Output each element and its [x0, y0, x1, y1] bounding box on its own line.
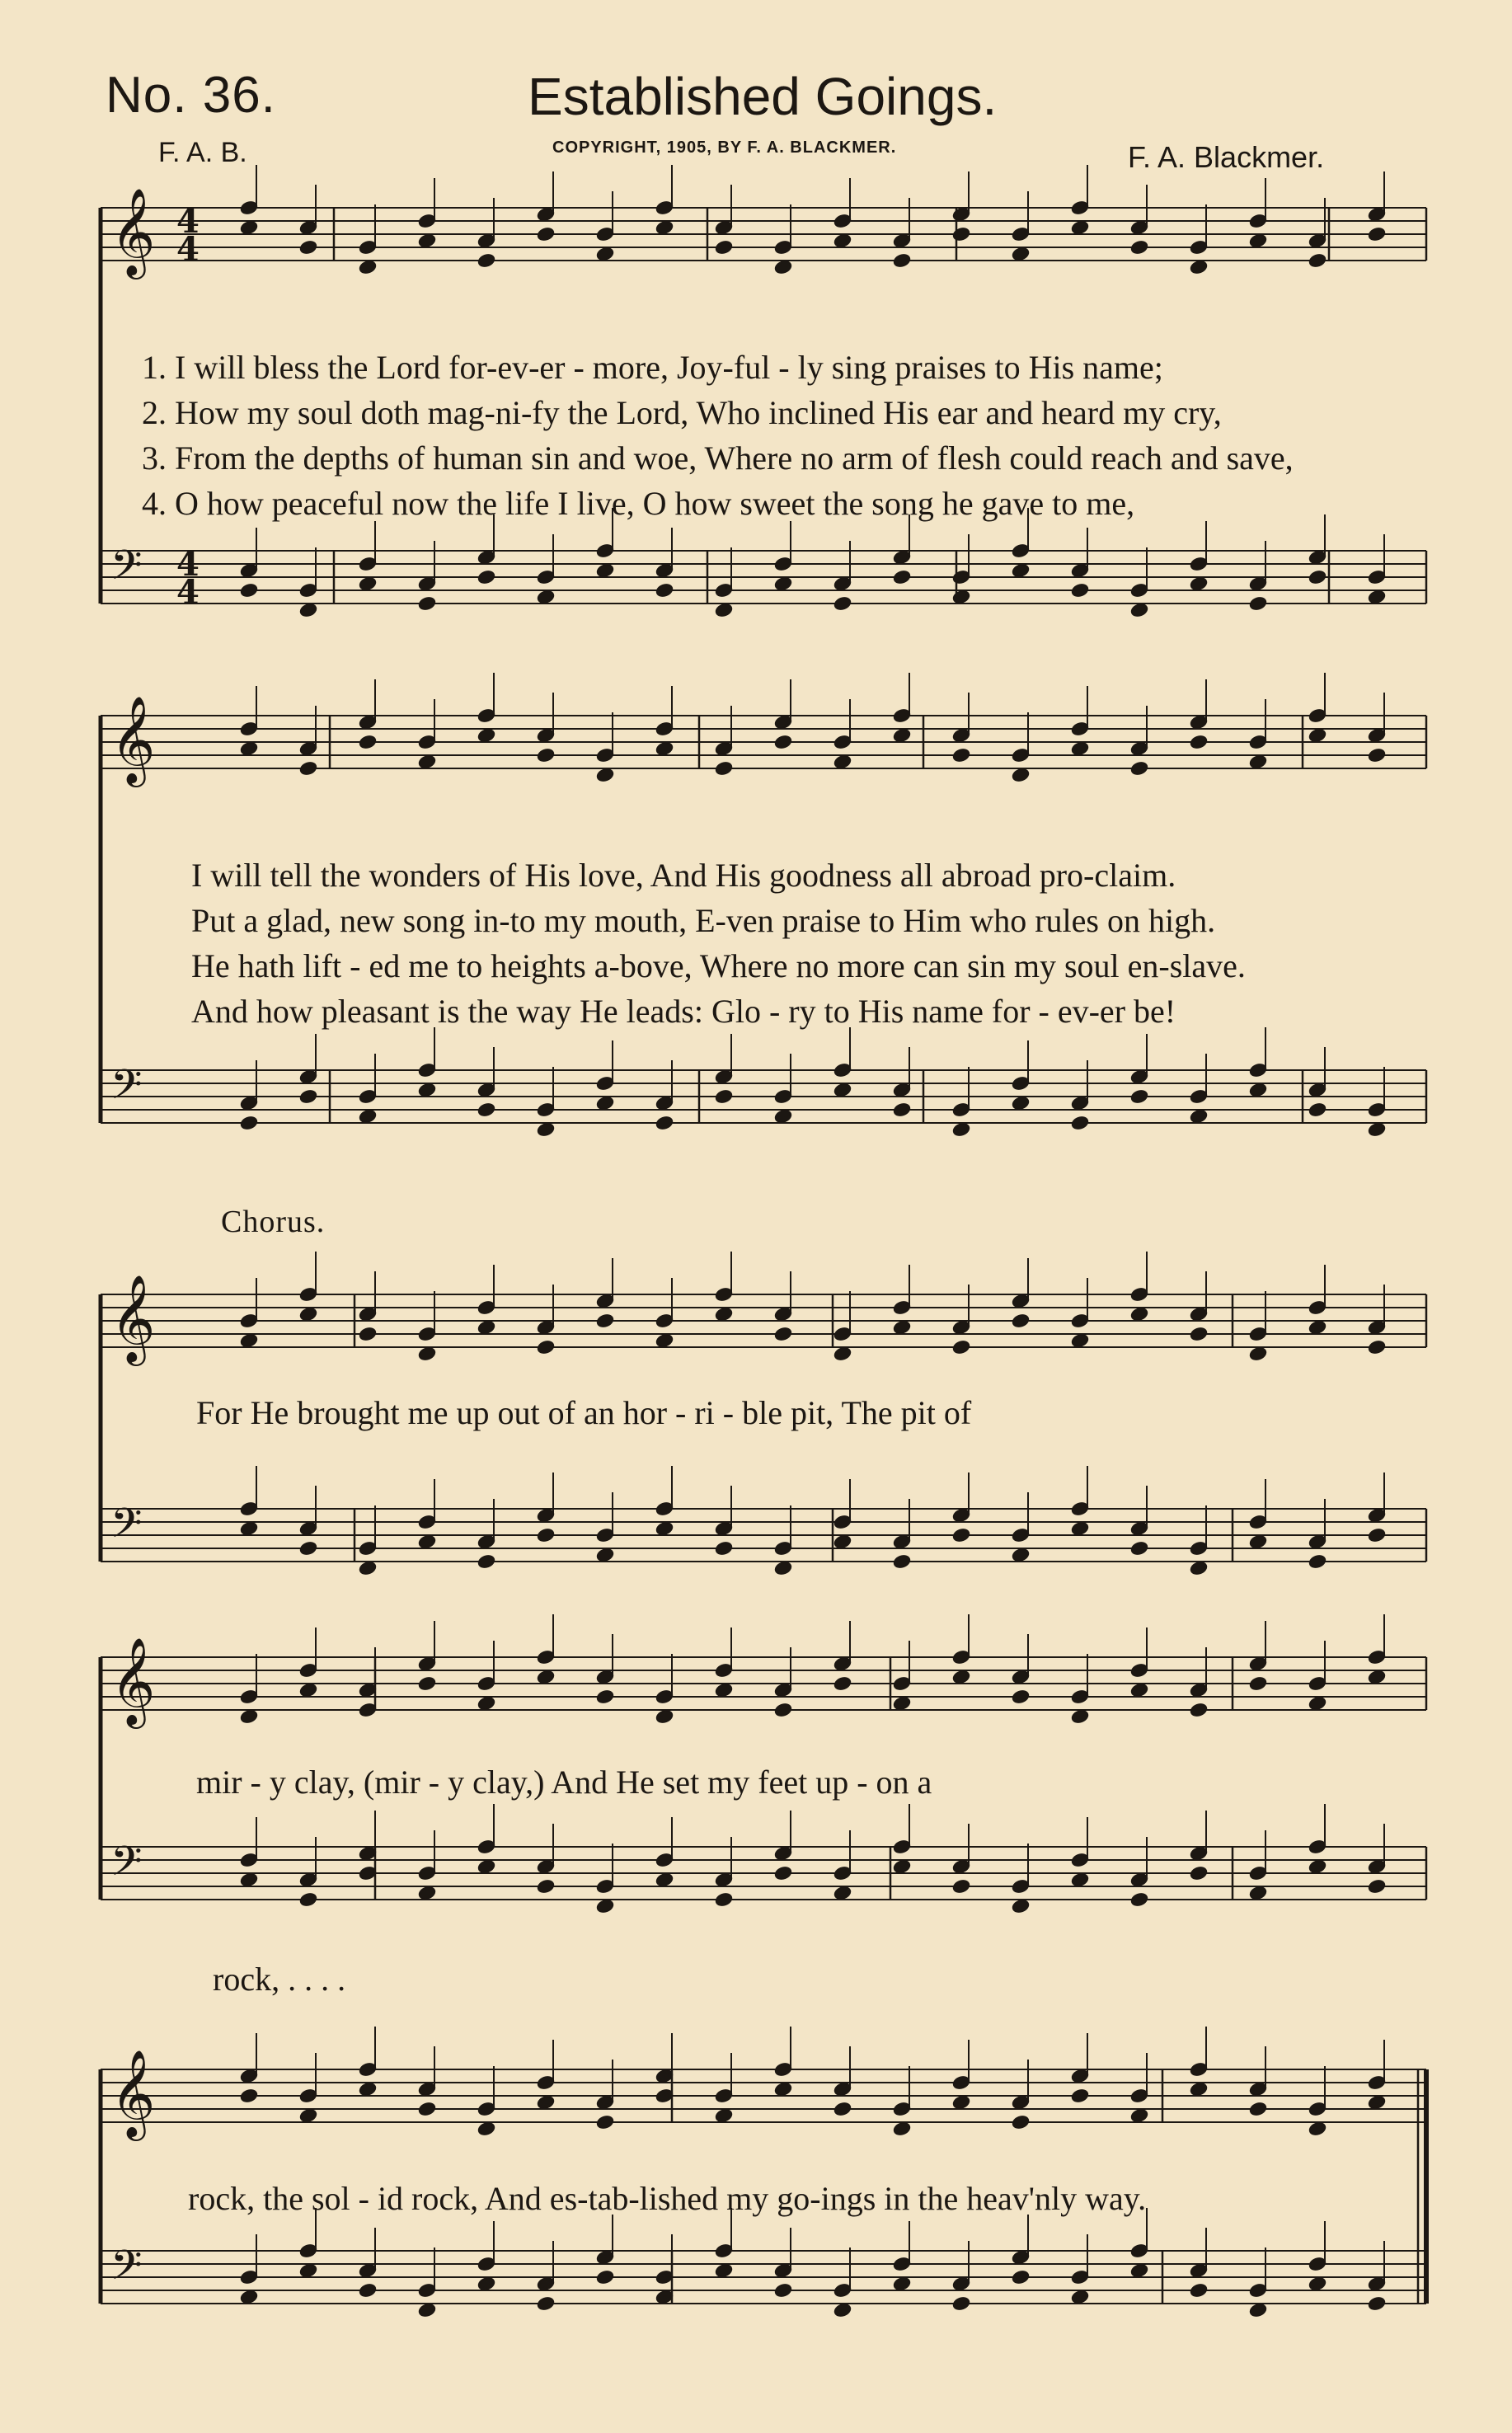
note-head [951, 1339, 971, 1355]
note-head [536, 1339, 556, 1355]
chorus-line-3: rock, the sol - id rock, And es-tab-lished my go-ings in the heav'nly way. [188, 2180, 1147, 2217]
note-head [714, 239, 734, 256]
note-head [714, 2262, 734, 2279]
note-head [655, 219, 674, 236]
note-head [298, 1088, 318, 1105]
chorus-line-1: For He brought me up out of an hor - ri - ble pit, The pit of [196, 1394, 972, 1431]
verse-1-line-a: 1. I will bless the Lord for-ev-er - more, Joy-ful - ly sing praises to His name; [142, 349, 1163, 386]
note-head [1248, 1346, 1268, 1362]
note-head [239, 1872, 259, 1888]
note-head [773, 1702, 793, 1718]
note-head [1011, 1547, 1031, 1563]
note-head [1011, 767, 1031, 783]
note-head [417, 1082, 437, 1098]
copyright-notice: COPYRIGHT, 1905, BY F. A. BLACKMER. [552, 139, 897, 157]
note-head [536, 1669, 556, 1685]
note-head [773, 1326, 793, 1342]
note-head [1189, 1326, 1209, 1342]
time-signature-treble: 4 [176, 230, 200, 269]
treble-clef-icon: 𝄞 [110, 1637, 156, 1725]
note-head [892, 569, 912, 585]
note-head [714, 1088, 734, 1105]
note-head [1248, 1534, 1268, 1550]
note-head [595, 767, 615, 783]
note-head [714, 1306, 734, 1322]
note-head [773, 1560, 793, 1576]
note-head [595, 562, 615, 579]
note-head [358, 575, 378, 592]
note-head [1308, 1319, 1327, 1336]
note-head [417, 1675, 437, 1692]
note-head [239, 219, 259, 236]
note-head [1248, 1885, 1268, 1901]
note-head [239, 582, 259, 599]
note-head [1367, 1121, 1387, 1138]
note-head [595, 1898, 615, 1914]
verse-4-line-b: And how pleasant is the way He leads: Glo - ry to His name for - ev-er be! [191, 993, 1176, 1030]
note-head [595, 1313, 615, 1329]
note-head [833, 232, 852, 249]
note-head [1308, 569, 1327, 585]
note-head [595, 2114, 615, 2130]
note-head [1011, 562, 1031, 579]
note-head [1248, 1082, 1268, 1098]
note-head [1189, 734, 1209, 750]
note-head [1189, 2282, 1209, 2299]
note-head [655, 740, 674, 757]
note-head [298, 1540, 318, 1557]
lyricist-credit: F. A. B. [158, 137, 247, 168]
note-head [298, 760, 318, 777]
note-head [477, 1319, 496, 1336]
note-head [1308, 1695, 1327, 1712]
note-head [239, 2289, 259, 2305]
chorus-rock-echo: rock, . . . . [213, 1961, 346, 1998]
note-head [298, 1306, 318, 1322]
note-head [714, 1540, 734, 1557]
bass-clef-icon: 𝄢 [110, 2242, 143, 2299]
note-head [1011, 2269, 1031, 2285]
note-head [239, 1115, 259, 1131]
note-head [1129, 2107, 1149, 2124]
note-head [1011, 1313, 1031, 1329]
note-head [1308, 2276, 1327, 2292]
note-head [773, 1865, 793, 1881]
note-head [951, 2295, 971, 2312]
verse-1-line-b: I will tell the wonders of His love, And His goodness all abroad pro-claim. [191, 857, 1176, 894]
note-head [833, 595, 852, 612]
verse-3-line-a: 3. From the depths of human sin and woe, Where no arm of flesh could reach and save, [142, 439, 1294, 477]
note-head [477, 2276, 496, 2292]
bass-clef-icon: 𝄢 [110, 1061, 143, 1119]
note-head [951, 1878, 971, 1895]
note-head [1011, 2114, 1031, 2130]
note-head [773, 575, 793, 592]
note-head [714, 602, 734, 618]
note-head [833, 1885, 852, 1901]
note-head [1367, 2094, 1387, 2111]
note-head [1011, 1095, 1031, 1111]
note-head [417, 595, 437, 612]
note-head [892, 727, 912, 744]
note-head [951, 2094, 971, 2111]
note-head [358, 259, 378, 275]
treble-clef-icon: 𝄞 [110, 187, 156, 275]
chorus-line-2: mir - y clay, (mir - y clay,) And He set my feet up - on a [196, 1764, 932, 1801]
note-head [655, 582, 674, 599]
note-head [833, 1346, 852, 1362]
note-head [1129, 1540, 1149, 1557]
note-head [358, 1108, 378, 1125]
note-head [417, 1885, 437, 1901]
note-head [1248, 1675, 1268, 1692]
note-head [536, 2094, 556, 2111]
note-head [417, 2302, 437, 2318]
note-head [298, 2107, 318, 2124]
note-head [358, 2282, 378, 2299]
note-head [1070, 1115, 1090, 1131]
note-head [417, 754, 437, 770]
note-head [477, 1858, 496, 1875]
note-head [477, 2121, 496, 2137]
note-head [1070, 1708, 1090, 1725]
note-head [773, 259, 793, 275]
note-head [1070, 582, 1090, 599]
note-head [892, 252, 912, 269]
note-head [477, 727, 496, 744]
note-head [1129, 1088, 1149, 1105]
note-head [773, 2282, 793, 2299]
note-head [1070, 1332, 1090, 1349]
time-signature-treble: 4 [176, 202, 200, 241]
note-head [595, 246, 615, 262]
note-head [1248, 232, 1268, 249]
note-head [833, 1675, 852, 1692]
note-head [655, 1872, 674, 1888]
note-head [536, 589, 556, 605]
note-head [1248, 2302, 1268, 2318]
note-head [595, 2269, 615, 2285]
note-head [833, 2302, 852, 2318]
note-head [298, 602, 318, 618]
note-head [1189, 1865, 1209, 1881]
note-head [239, 740, 259, 757]
note-head [1070, 2289, 1090, 2305]
note-head [951, 589, 971, 605]
note-head [773, 734, 793, 750]
note-head [833, 754, 852, 770]
note-head [1189, 1560, 1209, 1576]
note-head [1308, 1858, 1327, 1875]
note-head [1189, 1702, 1209, 1718]
note-head [1189, 2081, 1209, 2097]
note-head [595, 1547, 615, 1563]
note-head [358, 1560, 378, 1576]
verse-2-line-b: Put a glad, new song in-to my mouth, E-ven praise to Him who rules on high. [191, 902, 1216, 939]
note-head [239, 1708, 259, 1725]
note-head [1189, 575, 1209, 592]
note-head [714, 1891, 734, 1908]
note-head [239, 1332, 259, 1349]
note-head [536, 747, 556, 763]
note-head [477, 252, 496, 269]
note-head [417, 1346, 437, 1362]
note-head [1248, 2101, 1268, 2117]
note-head [1308, 1101, 1327, 1118]
note-head [655, 1332, 674, 1349]
note-head [1129, 1891, 1149, 1908]
note-head [1129, 1306, 1149, 1322]
note-head [892, 1101, 912, 1118]
note-head [1367, 226, 1387, 242]
note-head [1070, 1872, 1090, 1888]
note-head [655, 1115, 674, 1131]
note-head [358, 2081, 378, 2097]
note-head [714, 2107, 734, 2124]
note-head [1070, 219, 1090, 236]
note-head [1367, 589, 1387, 605]
note-head [298, 1891, 318, 1908]
note-head [417, 1534, 437, 1550]
note-head [1129, 602, 1149, 618]
note-head [536, 226, 556, 242]
note-head [655, 1708, 674, 1725]
note-head [1011, 246, 1031, 262]
note-head [1367, 1669, 1387, 1685]
note-head [1248, 595, 1268, 612]
note-head [833, 1082, 852, 1098]
note-head [1189, 259, 1209, 275]
note-head [417, 232, 437, 249]
note-head [536, 1878, 556, 1895]
note-head [1308, 2121, 1327, 2137]
note-head [536, 1121, 556, 1138]
note-head [1070, 2088, 1090, 2104]
treble-clef-icon: 𝄞 [110, 1274, 156, 1362]
note-head [1011, 1898, 1031, 1914]
time-signature-bass: 4 [176, 545, 200, 584]
note-head [892, 1858, 912, 1875]
note-head [417, 2101, 437, 2117]
note-head [951, 1669, 971, 1685]
note-head [1367, 1527, 1387, 1543]
note-head [1367, 1878, 1387, 1895]
note-head [298, 2262, 318, 2279]
note-head [1129, 760, 1149, 777]
note-head [951, 226, 971, 242]
verse-4-line-a: 4. O how peaceful now the life I live, O how sweet the song he gave to me, [142, 485, 1135, 522]
note-head [298, 1682, 318, 1698]
note-head [1070, 740, 1090, 757]
note-head [1308, 1553, 1327, 1570]
composer-credit: F. A. Blackmer. [1128, 140, 1325, 174]
note-head [477, 1101, 496, 1118]
note-head [773, 1108, 793, 1125]
note-head [892, 1319, 912, 1336]
note-head [595, 1689, 615, 1705]
note-head [358, 1326, 378, 1342]
note-head [1308, 727, 1327, 744]
note-head [892, 2276, 912, 2292]
note-head [892, 1553, 912, 1570]
hymn-title: Established Goings. [528, 67, 998, 126]
note-head [239, 2088, 259, 2104]
note-head [1129, 239, 1149, 256]
note-head [358, 734, 378, 750]
note-head [1248, 754, 1268, 770]
note-head [951, 1121, 971, 1138]
note-head [714, 1682, 734, 1698]
note-head [1367, 2295, 1387, 2312]
verse-3-line-b: He hath lift - ed me to heights a-bove, Where no more can sin my soul en-slave. [191, 947, 1246, 984]
note-head [1129, 1682, 1149, 1698]
bass-clef-icon: 𝄢 [110, 542, 143, 599]
note-head [833, 2101, 852, 2117]
note-head [1011, 1689, 1031, 1705]
treble-clef-icon: 𝄞 [110, 2049, 156, 2137]
note-head [892, 1695, 912, 1712]
note-head [714, 760, 734, 777]
verse-2-line-a: 2. How my soul doth mag-ni-fy the Lord, Who inclined His ear and heard my cry, [142, 394, 1222, 431]
note-head [951, 1527, 971, 1543]
note-head [833, 1534, 852, 1550]
hymn-number: No. 36. [106, 67, 276, 124]
chorus-label: Chorus. [221, 1205, 326, 1239]
bass-clef-icon: 𝄢 [110, 1838, 143, 1895]
note-head [892, 2121, 912, 2137]
note-head [1367, 1339, 1387, 1355]
note-head [477, 569, 496, 585]
bass-clef-icon: 𝄢 [110, 1500, 143, 1557]
note-head [1070, 1520, 1090, 1537]
note-head [1308, 252, 1327, 269]
note-head [239, 1520, 259, 1537]
note-head [773, 2081, 793, 2097]
time-signature-bass: 4 [176, 573, 200, 612]
note-head [1189, 1108, 1209, 1125]
note-head [536, 2295, 556, 2312]
note-head [536, 1527, 556, 1543]
note-head [298, 239, 318, 256]
note-head [951, 747, 971, 763]
note-head [1367, 747, 1387, 763]
note-head [1129, 2262, 1149, 2279]
note-head [477, 1695, 496, 1712]
treble-clef-icon: 𝄞 [110, 695, 156, 783]
note-head [477, 1553, 496, 1570]
note-head [655, 1520, 674, 1537]
note-head [595, 1095, 615, 1111]
